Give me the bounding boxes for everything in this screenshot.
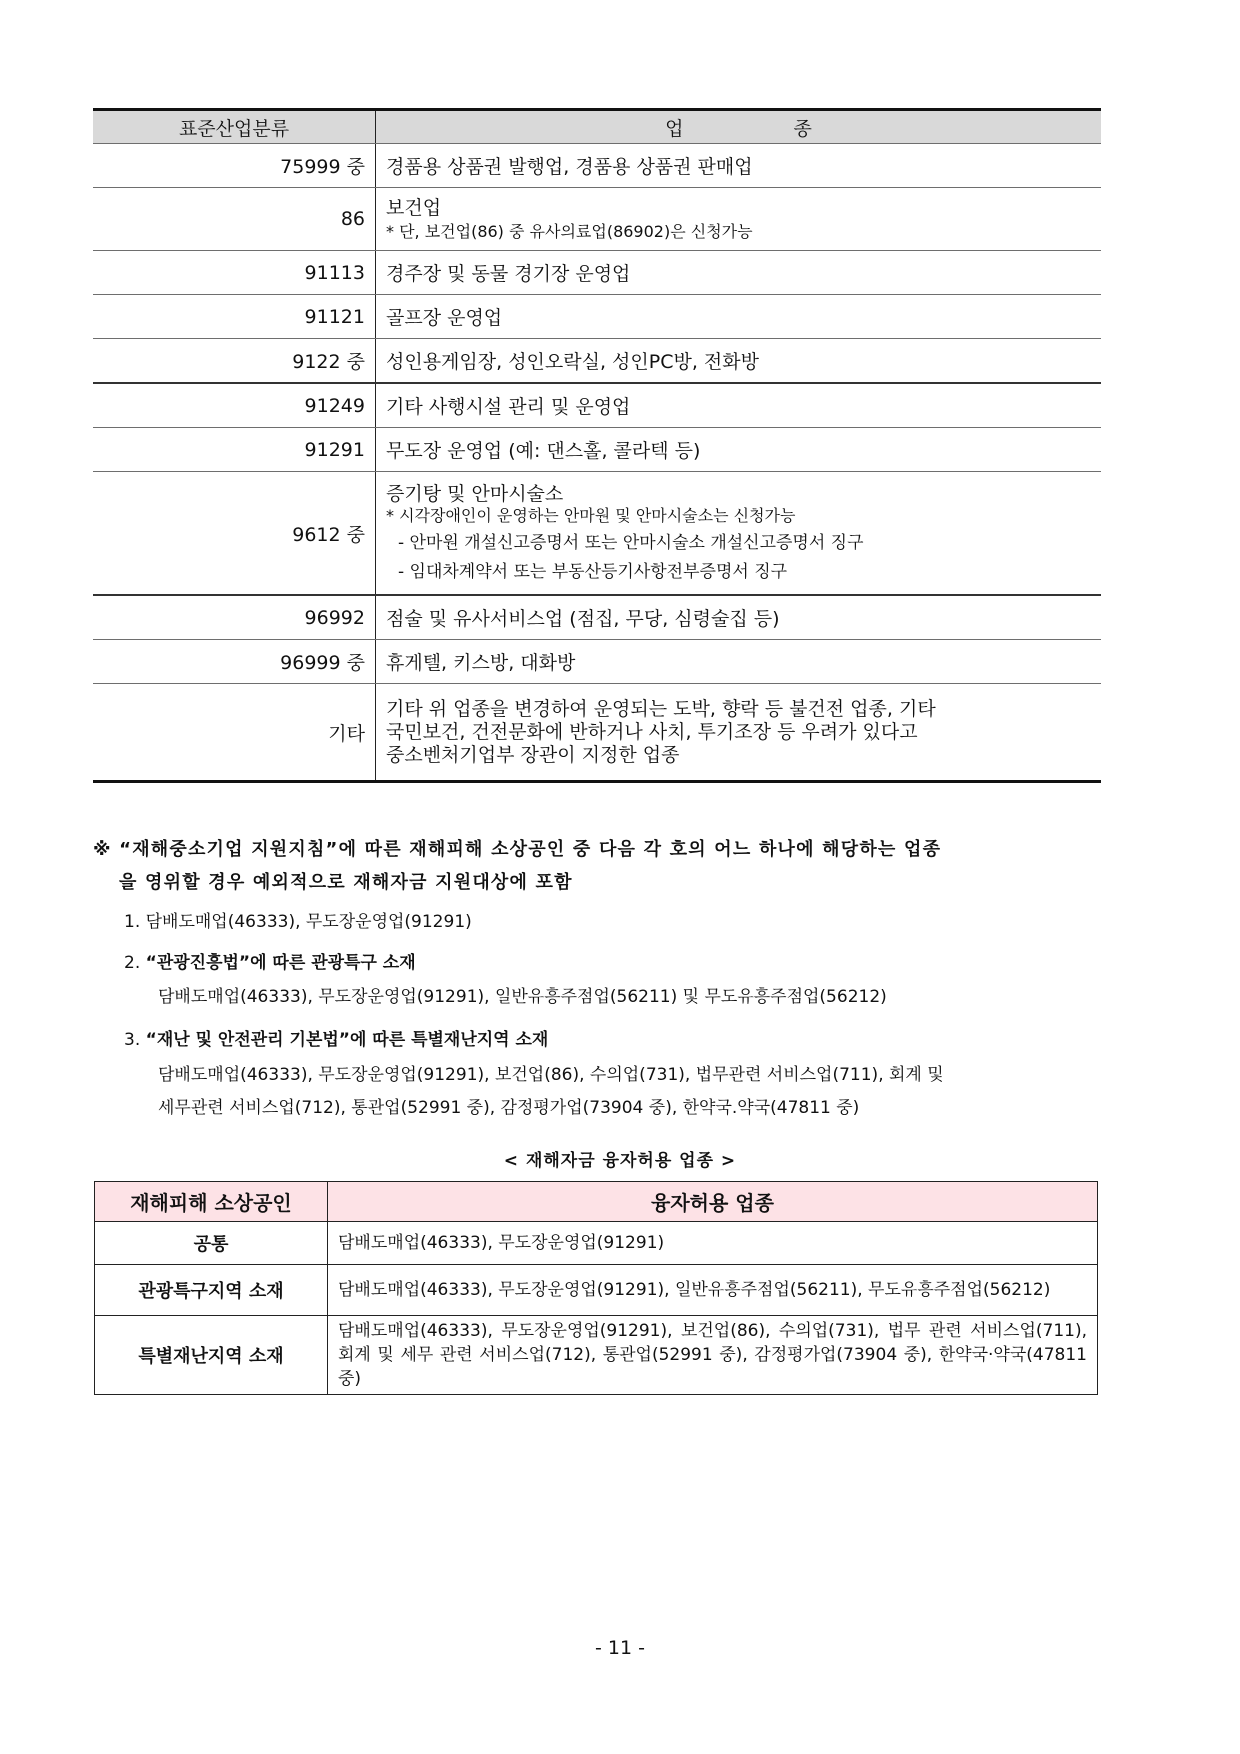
remark-line: 을 영위할 경우 예외적으로 재해자금 지원대상에 포함: [119, 872, 573, 893]
industry-code: 91291: [93, 428, 376, 472]
table-row: [93, 188, 1101, 251]
item-title: “재난 및 안전관리 기본법”에 따른 특별재난지역 소재: [145, 1030, 549, 1050]
table-header-row: [93, 110, 1101, 144]
industry-desc-line: 국민보건, 건전문화에 반하거나 사치, 투기조장 등 우려가 있다고: [386, 720, 918, 743]
industry-note: * 시각장애인이 운영하는 안마원 및 안마시술소는 신청가능: [386, 505, 796, 525]
allowed-industries: 담배도매업(46333), 무도장운영업(91291): [328, 1222, 1098, 1265]
remark-item-3-body: 담배도매업(46333), 무도장운영업(91291), 보건업(86), 수의업(731), 법무관련 서비스업(711), 회계 및: [158, 1065, 944, 1085]
page-number: - 11 -: [595, 1637, 645, 1659]
table-row: [93, 595, 1101, 640]
table-row: [93, 428, 1101, 472]
industry-code: 9122 중: [93, 339, 376, 384]
industry-desc-cell: [376, 684, 1102, 782]
item-number: 3.: [124, 1030, 141, 1050]
industry-desc: 기타 사행시설 관리 및 운영업: [376, 383, 1102, 428]
industry-code: 86: [93, 188, 376, 251]
industry-desc-cell: [376, 188, 1102, 251]
table-row: [93, 383, 1101, 428]
loan-allowed-industries-table: [94, 1181, 1098, 1395]
table-row: [93, 339, 1101, 384]
allowed-industries: 담배도매업(46333), 무도장운영업(91291), 일반유흥주점업(56211), 무도유흥주점업(56212): [328, 1265, 1098, 1316]
restricted-industries-table: [93, 108, 1101, 783]
industry-desc: 경주장 및 동물 경기장 운영업: [376, 251, 1102, 295]
header-allowed-industries: 융자허용 업종: [328, 1182, 1098, 1222]
industry-desc: 보건업: [386, 196, 442, 219]
industry-code: 96999 중: [93, 640, 376, 684]
victim-type: 관광특구지역 소재: [95, 1265, 328, 1316]
header-industry-type: 업 종: [376, 110, 1102, 144]
remark-line: ※ “재해중소기업 지원지침”에 따른 재해피해 소상공인 중 다음 각 호의 어느 하나에 해당하는 업종: [93, 839, 942, 860]
industry-subnote: - 안마원 개설신고증명서 또는 안마시술소 개설신고증명서 징구: [398, 532, 864, 553]
table-row: [95, 1222, 1098, 1265]
industry-note: * 단, 보건업(86) 중 유사의료업(86902)은 신청가능: [386, 221, 753, 241]
header-victim-type: 재해피해 소상공인: [95, 1182, 328, 1222]
industry-desc: 점술 및 유사서비스업 (점집, 무당, 심령술집 등): [376, 595, 1102, 640]
industry-subnote: - 임대차계약서 또는 부동산등기사항전부증명서 징구: [398, 561, 788, 582]
industry-code: 75999 중: [93, 144, 376, 188]
allowed-industries: 담배도매업(46333), 무도장운영업(91291), 보건업(86), 수의업(731), 법무 관련 서비스업(711), 회계 및 세무 관련 서비스업(712), 통관업(52991 중), 감정평가업(73904 중), 한약국·약국(47811 중): [328, 1316, 1098, 1395]
industry-code: 96992: [93, 595, 376, 640]
table-row: [93, 684, 1101, 782]
industry-desc: 성인용게임장, 성인오락실, 성인PC방, 전화방: [376, 339, 1102, 384]
item-number: 2.: [124, 953, 141, 973]
table-row: [93, 640, 1101, 684]
remark-item-3-title: [124, 1025, 1134, 1050]
victim-type: 특별재난지역 소재: [95, 1316, 328, 1395]
remark-item-2-title: [124, 948, 1134, 973]
victim-type: 공통: [95, 1222, 328, 1265]
remark-item-2-body: 담배도매업(46333), 무도장운영업(91291), 일반유흥주점업(56211) 및 무도유흥주점업(56212): [158, 987, 887, 1007]
industry-code: 91249: [93, 383, 376, 428]
remark-item-3-body: 세무관련 서비스업(712), 통관업(52991 중), 감정평가업(73904 중), 한약국.약국(47811 중): [158, 1098, 860, 1118]
remark-item-1: 1. 담배도매업(46333), 무도장운영업(91291): [124, 912, 472, 932]
table-row: [95, 1265, 1098, 1316]
table-row: [93, 295, 1101, 339]
industry-desc-line: 중소벤처기업부 장관이 지정한 업종: [386, 743, 680, 766]
item-title: “관광진흥법”에 따른 관광특구 소재: [145, 953, 416, 973]
industry-code: 91121: [93, 295, 376, 339]
table-row: [95, 1316, 1098, 1395]
industry-desc: 무도장 운영업 (예: 댄스홀, 콜라텍 등): [376, 428, 1102, 472]
table-caption: < 재해자금 융자허용 업종 >: [503, 1151, 737, 1171]
industry-desc-line: 기타 위 업종을 변경하여 운영되는 도박, 향락 등 불건전 업종, 기타: [386, 697, 936, 720]
table-row: [93, 144, 1101, 188]
industry-desc-cell: [376, 472, 1102, 596]
industry-desc: 증기탕 및 안마시술소: [386, 482, 564, 505]
table-row: [93, 251, 1101, 295]
table-row: [93, 472, 1101, 596]
table-header-row: [95, 1182, 1098, 1222]
industry-code: 기타: [93, 684, 376, 782]
industry-desc: 휴게텔, 키스방, 대화방: [376, 640, 1102, 684]
industry-code: 9612 중: [93, 472, 376, 596]
industry-code: 91113: [93, 251, 376, 295]
remark-paragraph: [93, 833, 1103, 899]
industry-desc: 골프장 운영업: [376, 295, 1102, 339]
header-industry-code: 표준산업분류: [93, 110, 376, 144]
industry-desc: 경품용 상품권 발행업, 경품용 상품권 판매업: [376, 144, 1102, 188]
